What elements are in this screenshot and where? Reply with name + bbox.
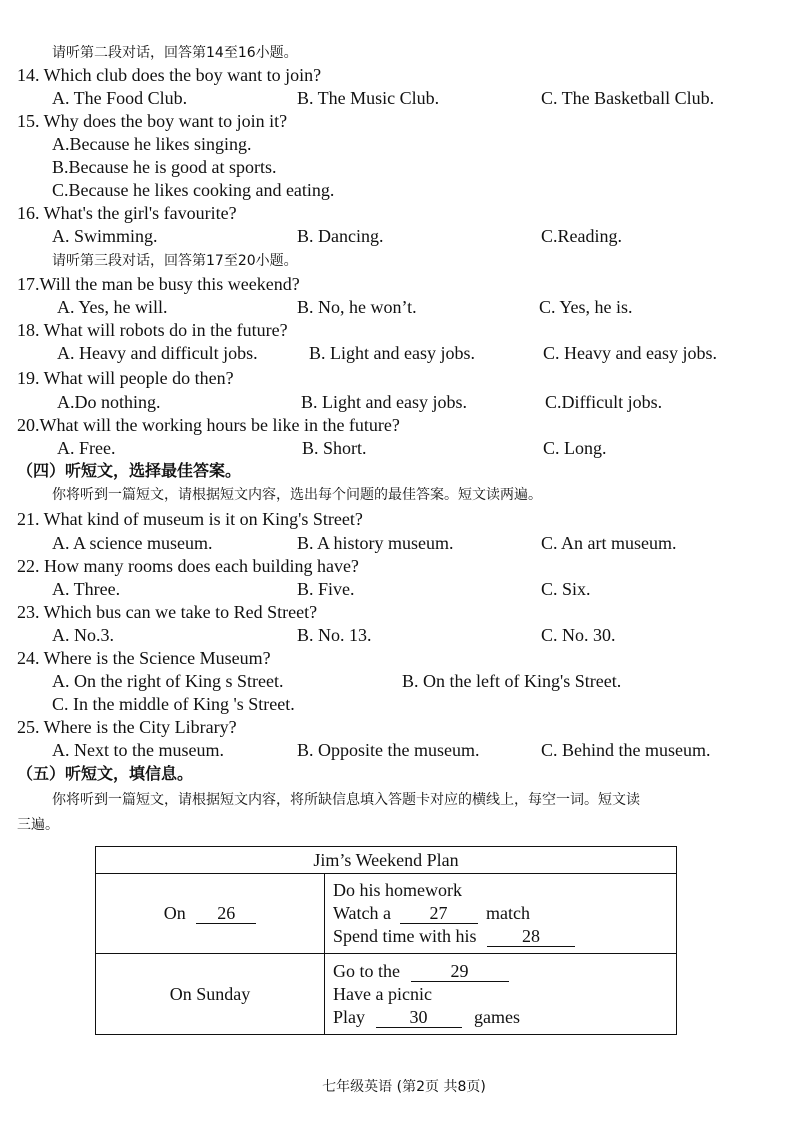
question-16-option-b: B. Dancing. [297,226,384,246]
question-18-option-a: A. Heavy and difficult jobs. [57,343,258,363]
question-19-option-a: A.Do nothing. [57,392,161,412]
question-19-stem: 19. What will people do then? [17,368,234,388]
section-4-instruction: 你将听到一篇短文，请根据短文内容，选出每个问题的最佳答案。短文读两遍。 [52,487,542,503]
activities-row-2 [325,954,677,1035]
day-cell-sunday: On Sunday [96,954,325,1035]
question-17-stem: 17.Will the man be busy this weekend? [17,274,300,294]
weekend-plan-table [95,846,677,1035]
question-15-option-b: B.Because he is good at sports. [52,157,277,177]
question-23-option-b: B. No. 13. [297,625,372,645]
activity-go-to: Go to the 29 [333,960,676,983]
question-20-option-a: A. Free. [57,438,116,458]
day-prefix: On [163,903,186,923]
instruction-part3: 请听第三段对话，回答第17至20小题。 [52,253,298,269]
question-18-option-c: C. Heavy and easy jobs. [543,343,717,363]
activities-row-1 [325,874,677,954]
question-20-option-b: B. Short. [302,438,367,458]
question-16-option-c: C.Reading. [541,226,622,246]
question-14-option-a: A. The Food Club. [52,88,188,108]
section-5-instruction: 你将听到一篇短文，请根据短文内容，将所缺信息填入答题卡对应的横线上，每空一词。短文读 [52,792,640,808]
blank-28[interactable]: 28 [487,926,575,947]
section-5-instruction-continued: 三遍。 [17,817,59,833]
question-24-option-c: C. In the middle of King 's Street. [52,694,295,714]
question-19-option-c: C.Difficult jobs. [545,392,663,412]
question-21-option-a: A. A science museum. [52,533,213,553]
question-21-option-c: C. An art museum. [541,533,677,553]
activity-play-games: Play 30 games [333,1006,520,1027]
blank-30[interactable]: 30 [376,1007,462,1028]
question-21-option-b: B. A history museum. [297,533,454,553]
question-24-stem: 24. Where is the Science Museum? [17,648,271,668]
question-15-stem: 15. Why does the boy want to join it? [17,111,288,131]
question-25-option-a: A. Next to the museum. [52,740,224,760]
activity-picnic: Have a picnic [333,983,432,1004]
question-24-option-a: A. On the right of King s Street. [52,671,284,691]
blank-27[interactable]: 27 [400,903,478,924]
question-22-stem: 22. How many rooms does each building have? [17,556,359,576]
question-15-option-c: C.Because he likes cooking and eating. [52,180,335,200]
page-footer: 七年级英语 (第2页 共8页) [322,1079,486,1095]
question-15-option-a: A.Because he likes singing. [52,134,252,154]
question-14-option-b: B. The Music Club. [297,88,440,108]
question-21-stem: 21. What kind of museum is it on King's Street? [17,509,363,529]
question-24-option-b: B. On the left of King's Street. [402,671,622,691]
question-25-option-b: B. Opposite the museum. [297,740,480,760]
day-cell-blank-26 [96,874,325,954]
question-17-option-c: C. Yes, he is. [539,297,633,317]
blank-29[interactable]: 29 [411,961,509,982]
question-22-option-b: B. Five. [297,579,355,599]
question-14-stem: 14. Which club does the boy want to join? [17,65,322,85]
blank-26[interactable]: 26 [196,903,256,924]
question-17-option-b: B. No, he won’t. [297,297,417,317]
question-22-option-c: C. Six. [541,579,591,599]
question-17-option-a: A. Yes, he will. [57,297,168,317]
section-4-title: （四）听短文，选择最佳答案。 [17,461,242,480]
instruction-part2: 请听第二段对话，回答第14至16小题。 [52,45,298,61]
question-25-option-c: C. Behind the museum. [541,740,711,760]
activity-homework: Do his homework [333,880,462,900]
question-20-stem: 20.What will the working hours be like in the future? [17,415,400,435]
question-14-option-c: C. The Basketball Club. [541,88,715,108]
question-16-stem: 16. What's the girl's favourite? [17,203,237,223]
question-18-option-b: B. Light and easy jobs. [309,343,475,363]
question-16-option-a: A. Swimming. [52,226,158,246]
weekend-plan-title: Jim’s Weekend Plan [96,847,677,874]
question-23-option-c: C. No. 30. [541,625,616,645]
question-19-option-b: B. Light and easy jobs. [301,392,467,412]
question-20-option-c: C. Long. [543,438,607,458]
question-23-option-a: A. No.3. [52,625,114,645]
section-5-title: （五）听短文，填信息。 [17,764,194,783]
activity-watch-match: Watch a 27 match [333,903,531,923]
question-25-stem: 25. Where is the City Library? [17,717,237,737]
question-18-stem: 18. What will robots do in the future? [17,320,288,340]
question-23-stem: 23. Which bus can we take to Red Street? [17,602,318,622]
activity-spend-time: Spend time with his 28 [333,925,676,948]
question-22-option-a: A. Three. [52,579,121,599]
